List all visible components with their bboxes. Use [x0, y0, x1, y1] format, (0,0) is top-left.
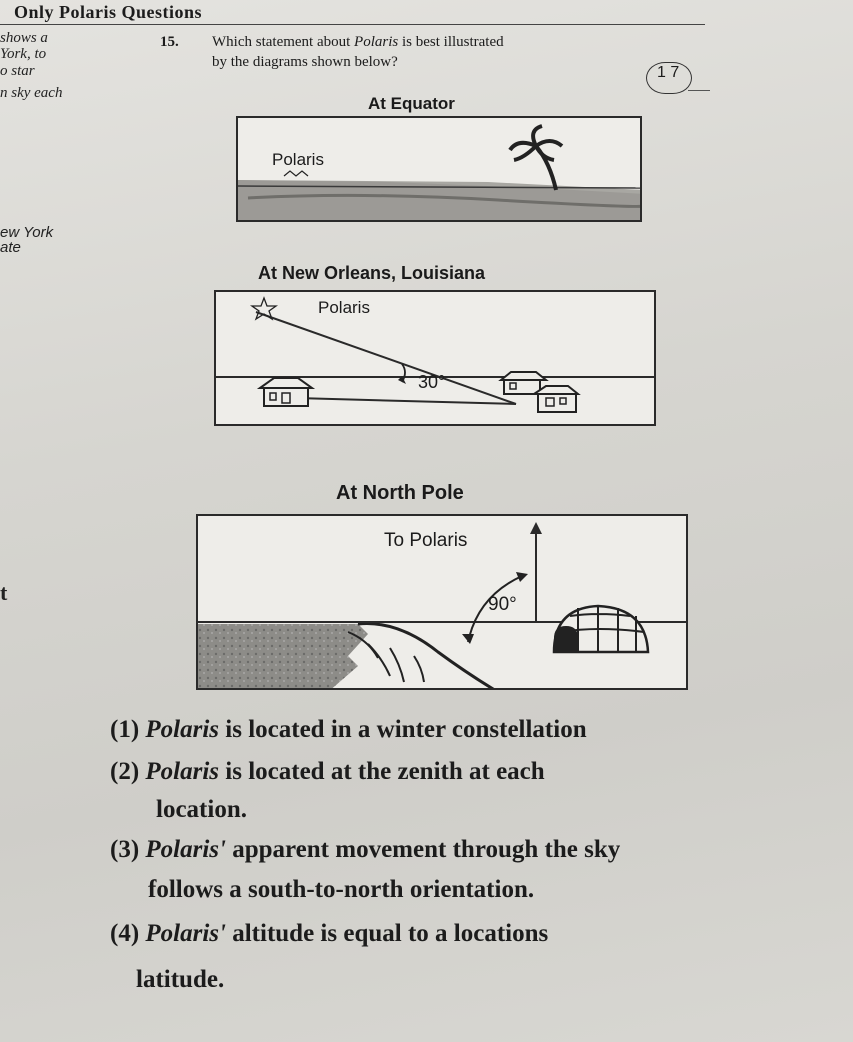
north-pole-polaris-label: To Polaris	[384, 530, 468, 551]
choice-2-continued: location.	[156, 796, 247, 823]
star-icon	[284, 171, 308, 176]
left-fragment-5: ew York	[0, 224, 54, 241]
choice-3-continued: follows a south-to-north orientation.	[148, 876, 535, 903]
question-line-1: Which statement about Polaris is best illustrated	[212, 34, 504, 50]
equator-scene	[238, 118, 642, 222]
north-pole-diagram	[196, 514, 688, 690]
equator-diagram	[236, 116, 642, 222]
new-orleans-angle-label: 30°	[418, 372, 446, 392]
house-left-icon	[260, 378, 312, 406]
question-number: 15.	[160, 34, 179, 50]
igloo-icon	[554, 606, 648, 652]
equator-title: At Equator	[368, 94, 455, 113]
north-pole-angle-label: 90°	[488, 594, 517, 615]
choice-2[interactable]: (2) Polaris is located at the zenith at each	[110, 758, 545, 785]
header-divider	[0, 24, 705, 25]
palm-tree-icon	[510, 126, 562, 190]
new-orleans-title: At New Orleans, Louisiana	[258, 263, 486, 283]
question-line-2: by the diagrams shown below?	[212, 54, 398, 70]
house-right-2-icon	[534, 386, 578, 412]
choice-4-continued: latitude.	[136, 966, 225, 993]
left-fragment-6: ate	[0, 239, 21, 256]
choice-1[interactable]: (1) Polaris is located in a winter constellation	[110, 716, 587, 743]
new-orleans-scene	[216, 292, 656, 426]
left-fragment-4: n sky each	[0, 85, 63, 101]
new-orleans-polaris-label: Polaris	[318, 298, 370, 317]
left-fragment-7: t	[0, 580, 8, 605]
north-pole-title: At North Pole	[336, 482, 464, 504]
handwritten-answer-mark: 1 7	[657, 64, 680, 81]
arrow-up-icon	[530, 522, 542, 534]
choice-3[interactable]: (3) Polaris' apparent movement through the sky	[110, 836, 621, 863]
worksheet-title: Only Polaris Questions	[14, 2, 203, 22]
left-fragment-2: York, to	[0, 46, 47, 62]
choice-4[interactable]: (4) Polaris' altitude is equal to a locations	[110, 920, 549, 947]
left-fragment-3: o star	[0, 63, 35, 79]
answer-underline	[688, 90, 710, 91]
left-fragment-1: shows a	[0, 30, 48, 46]
equator-polaris-label: Polaris	[272, 150, 324, 169]
horizon-line	[296, 398, 516, 404]
new-orleans-diagram	[214, 290, 656, 426]
